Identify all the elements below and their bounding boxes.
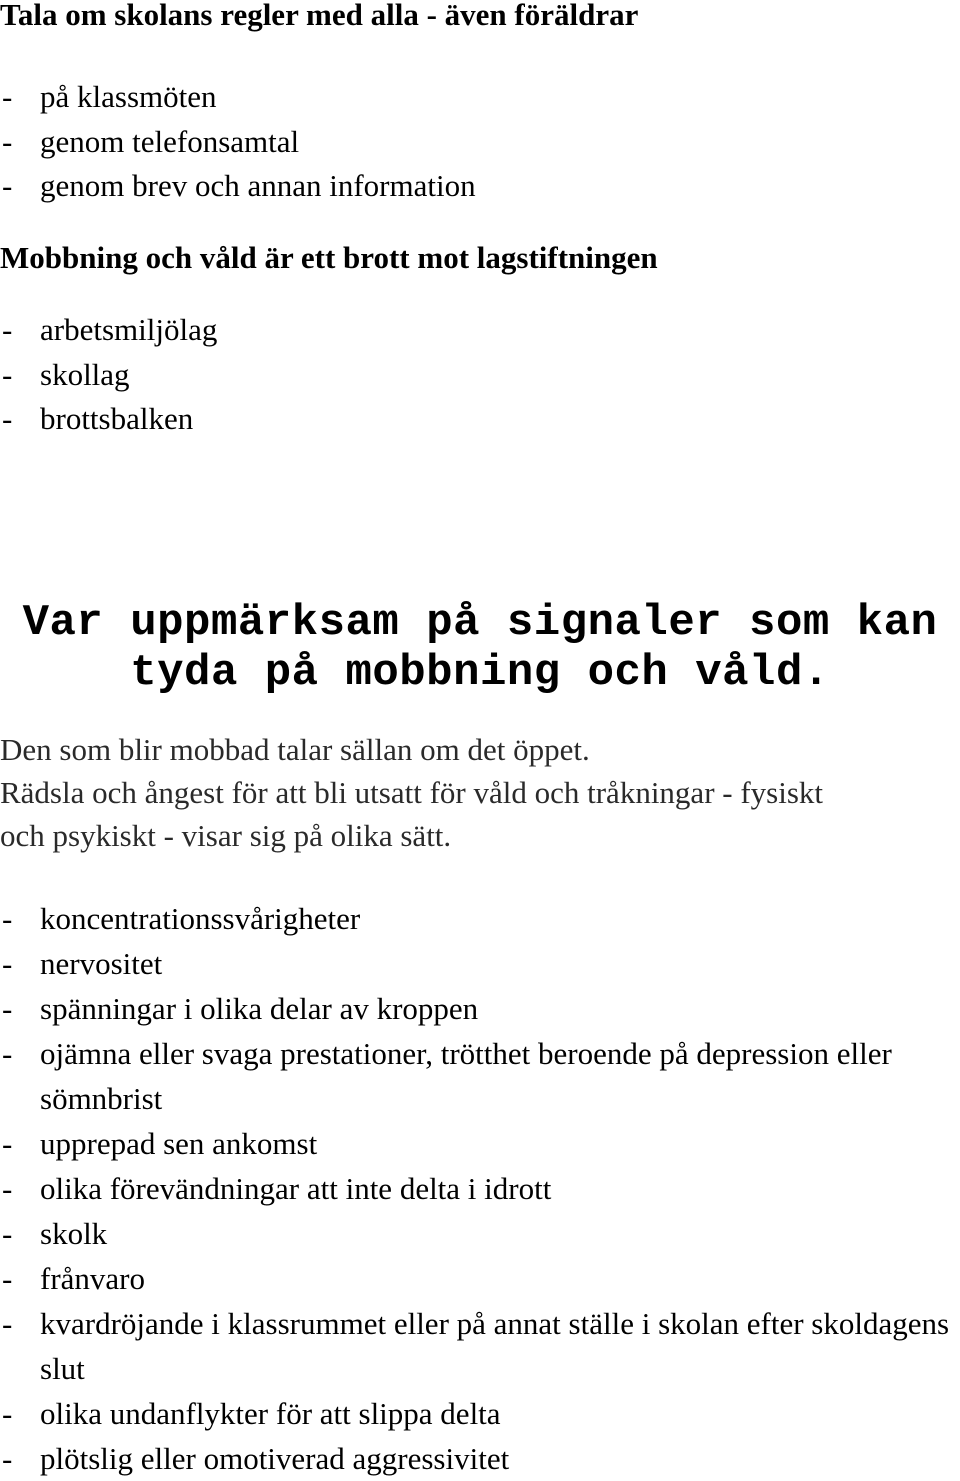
bullet-dash: - [2, 901, 13, 936]
list-item-text: olika undanflykter för att slippa delta [40, 1396, 501, 1431]
list-laws [0, 308, 217, 442]
list-item-text: på klassmöten [40, 79, 217, 114]
list-item [0, 120, 476, 165]
list-item [0, 1256, 960, 1301]
heading-legislation: Mobbning och våld är ett brott mot lagstiftningen [0, 240, 658, 275]
list-item [0, 986, 960, 1031]
callout-line: tyda på mobbning och våld. [130, 648, 830, 698]
bullet-dash: - [2, 312, 13, 347]
bullet-dash: - [2, 991, 13, 1026]
paragraph-fear-and-anxiety [0, 728, 960, 857]
bullet-dash: - [2, 1261, 13, 1296]
list-item-text: nervositet [40, 946, 163, 981]
list-item [0, 941, 960, 986]
paragraph-line: Rädsla och ångest för att bli utsatt för våld och tråkningar - fysiskt [0, 775, 824, 810]
bullet-dash: - [2, 1306, 13, 1341]
list-item-text: frånvaro [40, 1261, 145, 1296]
list-item-text: genom brev och annan information [40, 168, 476, 203]
bullet-dash: - [2, 1036, 13, 1071]
bullet-dash: - [2, 1126, 13, 1161]
list-item-text: kvardröjande i klassrummet eller på annat ställe i skolan efter skoldagens slut [40, 1306, 950, 1386]
list-item-text: skollag [40, 356, 130, 392]
bullet-dash: - [2, 1441, 13, 1476]
list-item [0, 1301, 960, 1391]
list-item-text: ojämna eller svaga prestationer, trötthet beroende på depression eller sömnbrist [40, 1036, 892, 1116]
bullet-dash: - [2, 1171, 13, 1206]
list-item [0, 353, 217, 398]
list-item [0, 896, 960, 941]
bullet-dash: - [2, 1396, 13, 1431]
bullet-dash: - [2, 79, 13, 114]
bullet-dash: - [2, 1216, 13, 1251]
list-communication-channels [0, 75, 476, 209]
list-item [0, 397, 217, 442]
list-item-text: genom telefonsamtal [40, 123, 300, 159]
bullet-dash: - [2, 946, 13, 981]
list-item-text: arbetsmiljölag [40, 312, 218, 347]
list-item [0, 1211, 960, 1256]
bullet-dash: - [2, 168, 13, 203]
list-item [0, 75, 476, 120]
callout-line: Var uppmärksam på signaler som kan [22, 598, 938, 648]
list-item [0, 1436, 960, 1481]
heading-school-rules: Tala om skolans regler med alla - även föräldrar [0, 0, 639, 32]
list-item-text: koncentrationssvårigheter [40, 901, 361, 936]
bullet-dash: - [2, 123, 13, 159]
list-item-text: plötslig eller omotiverad aggressivitet [40, 1441, 510, 1476]
bullet-dash: - [2, 401, 13, 436]
bullet-dash: - [2, 356, 13, 392]
list-item-text: upprepad sen ankomst [40, 1126, 318, 1161]
paragraph-line: Den som blir mobbad talar sällan om det öppet. [0, 732, 590, 767]
list-warning-signs [0, 896, 960, 1481]
list-item [0, 1121, 960, 1166]
list-item-text: olika förevändningar att inte delta i idrott [40, 1171, 552, 1206]
list-item [0, 1031, 960, 1121]
list-item-text: spänningar i olika delar av kroppen [40, 991, 479, 1026]
callout-watch-signals [0, 598, 960, 698]
list-item [0, 1166, 960, 1211]
list-item-text: brottsbalken [40, 401, 194, 436]
list-item [0, 1391, 960, 1436]
list-item [0, 308, 217, 353]
list-item-text: skolk [40, 1216, 108, 1251]
paragraph-line: och psykiskt - visar sig på olika sätt. [0, 818, 452, 853]
list-item [0, 164, 476, 209]
